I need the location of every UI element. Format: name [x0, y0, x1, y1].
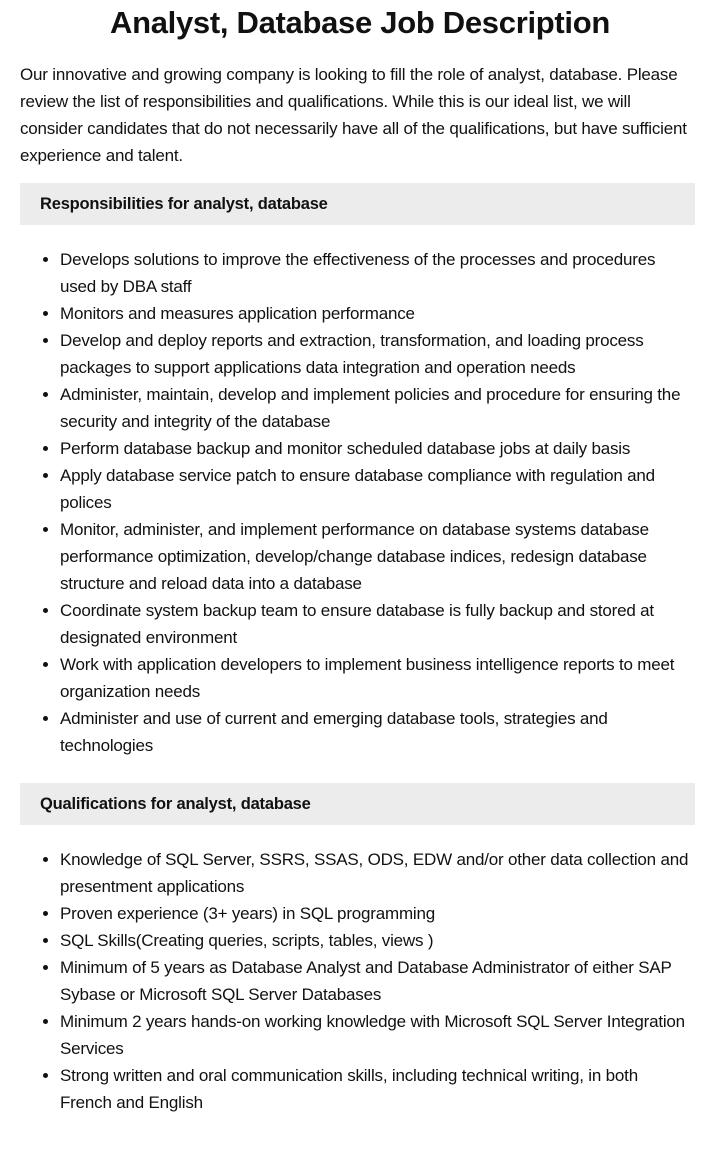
list-item: • Minimum 2 years hands-on working knowledge with Microsoft SQL Server Integration Services: [60, 1008, 695, 1062]
list-item: • Develops solutions to improve the effectiveness of the processes and procedures used by DBA staff: [60, 246, 695, 300]
list-item: • Knowledge of SQL Server, SSRS, SSAS, ODS, EDW and/or other data collection and presentment applications: [60, 846, 695, 900]
list-item: • Administer and use of current and emerging database tools, strategies and technologies: [60, 705, 695, 759]
list-item: • Administer, maintain, develop and implement policies and procedure for ensuring the security and integrity of the database: [60, 381, 695, 435]
list-item: • Apply database service patch to ensure database compliance with regulation and polices: [60, 462, 695, 516]
list-item: • Monitors and measures application performance: [60, 300, 695, 327]
list-item: • Minimum of 5 years as Database Analyst and Database Administrator of either SAP Sybase or Microsoft SQL Server Databases: [60, 954, 695, 1008]
list-item: • Monitor, administer, and implement performance on database systems database performance optimization, develop/change database indices, redesign database structure and reload data into a database: [60, 516, 695, 597]
responsibilities-list: [20, 246, 695, 759]
list-item: • Coordinate system backup team to ensure database is fully backup and stored at designated environment: [60, 597, 695, 651]
page-title: Analyst, Database Job Description: [109, 5, 611, 40]
list-item: • SQL Skills(Creating queries, scripts, tables, views ): [60, 927, 695, 954]
list-item: • Work with application developers to implement business intelligence reports to meet organization needs: [60, 651, 695, 705]
list-item: • Develop and deploy reports and extraction, transformation, and loading process packages to support applications data integration and operation needs: [60, 327, 695, 381]
list-item: • Strong written and oral communication skills, including technical writing, in both French and English: [60, 1062, 695, 1116]
qualifications-list: [20, 846, 695, 1116]
qualifications-heading: Qualifications for analyst, database: [20, 783, 695, 825]
intro-paragraph: Our innovative and growing company is looking to fill the role of analyst, database. Please review the list of responsibilities and qualifications. While this is our ideal list, we will consider candidates that do not necessarily have all of the qualifications, but have sufficient experience and talent.: [20, 65, 687, 165]
list-item: • Perform database backup and monitor scheduled database jobs at daily basis: [60, 435, 695, 462]
list-item: • Proven experience (3+ years) in SQL programming: [60, 900, 695, 927]
responsibilities-heading: Responsibilities for analyst, database: [20, 183, 695, 225]
